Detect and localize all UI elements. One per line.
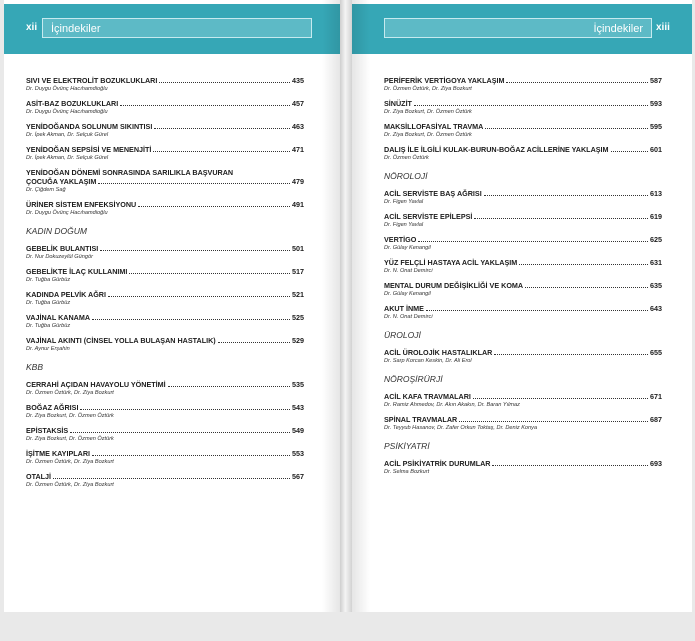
- entry-title-line: [384, 281, 662, 290]
- toc-entry[interactable]: [384, 459, 662, 476]
- entry-page-number: 521: [292, 290, 304, 299]
- entry-title-line: [384, 235, 662, 244]
- dot-leader: [506, 82, 648, 83]
- entry-title-line: [26, 426, 304, 435]
- entry-page-number: 543: [292, 403, 304, 412]
- entry-title-line: [26, 76, 304, 85]
- toc-entry[interactable]: [384, 212, 662, 229]
- toc-entry[interactable]: [26, 76, 304, 93]
- entry-title: VAJİNAL AKINTI (CİNSEL YOLLA BULAŞAN HASTALIK): [26, 336, 216, 345]
- entry-title-line1: YENİDOĞAN DÖNEMİ SONRASINDA SARILIKLA BAŞVURAN: [26, 168, 234, 177]
- entry-title-line: [384, 99, 662, 108]
- entry-authors: Dr. Çiğdem Sağ: [26, 187, 66, 193]
- entry-authors: Dr. Figen Yavlal: [384, 222, 424, 228]
- toc-entry[interactable]: [384, 122, 662, 139]
- dot-leader: [92, 455, 290, 456]
- book-spine: [340, 0, 352, 612]
- dot-leader: [98, 183, 290, 184]
- right-header-band: [352, 4, 692, 54]
- entry-authors: Dr. İpek Akman, Dr. Selçuk Gürel: [26, 155, 109, 161]
- entry-page-number: 525: [292, 313, 304, 322]
- dot-leader: [108, 296, 290, 297]
- entry-title-line: [26, 244, 304, 253]
- dot-leader: [168, 386, 290, 387]
- toc-entry[interactable]: [26, 99, 304, 116]
- entry-page-number: 471: [292, 145, 304, 154]
- entry-title-line: [26, 380, 304, 389]
- dot-leader: [519, 264, 648, 265]
- entry-authors: Dr. N. Onat Demirci: [384, 314, 433, 320]
- entry-title: VAJİNAL KANAMA: [26, 313, 91, 322]
- dot-leader: [53, 478, 290, 479]
- toc-entry[interactable]: [26, 336, 304, 353]
- entry-title: AKUT İNME: [384, 304, 424, 313]
- entry-title: İŞİTME KAYIPLARI: [26, 449, 91, 458]
- entry-authors: Dr. Ziya Bozkurt, Dr. Özmen Öztürk: [26, 413, 114, 419]
- entry-authors: Dr. Ziya Bozkurt, Dr. Özmen Öztürk: [26, 436, 114, 442]
- toc-entry[interactable]: [384, 258, 662, 275]
- dot-leader: [484, 195, 648, 196]
- entry-page-number: 643: [650, 304, 662, 313]
- entry-title: YENİDOĞAN SEPSİSİ VE MENENJİTİ: [26, 145, 152, 154]
- dot-leader: [473, 398, 648, 399]
- entry-page-number: 535: [292, 380, 304, 389]
- dot-leader: [129, 273, 290, 274]
- left-gutter-shadow: [322, 0, 340, 612]
- entry-title: ACİL PSİKİYATRİK DURUMLAR: [384, 459, 491, 468]
- dot-leader: [92, 319, 290, 320]
- entry-authors: Dr. N. Onat Demirci: [384, 268, 433, 274]
- dot-leader: [100, 250, 290, 251]
- entry-authors: Dr. Özmen Öztürk, Dr. Ziya Bozkurt: [384, 86, 472, 92]
- entry-title: ACİL ÜROLOJİK HASTALIKLAR: [384, 348, 493, 357]
- entry-title: OTALJİ: [26, 472, 52, 481]
- entry-title-line: [384, 189, 662, 198]
- entry-title-line: [26, 313, 304, 322]
- entry-title-line: [384, 459, 662, 468]
- entry-page-number: 601: [650, 145, 662, 154]
- left-header-title: İçindekiler: [42, 18, 312, 38]
- entry-title: ÜRİNER SİSTEM ENFEKSİYONU: [26, 200, 137, 209]
- right-toc: [384, 76, 662, 482]
- section-heading: PSİKİYATRİ: [384, 441, 430, 451]
- entry-authors: Dr. Tuğba Gürbüz: [26, 300, 71, 306]
- entry-title: PERİFERİK VERTİGOYA YAKLAŞIM: [384, 76, 505, 85]
- entry-title: KADINDA PELVİK AĞRI: [26, 290, 106, 299]
- entry-title-line: [26, 472, 304, 481]
- entry-page-number: 655: [650, 348, 662, 357]
- toc-entry[interactable]: [26, 403, 304, 420]
- entry-authors: Dr. Aynur Erşahin: [26, 346, 70, 352]
- entry-title-line: [26, 290, 304, 299]
- toc-entry[interactable]: [26, 145, 304, 162]
- section-heading: KADIN DOĞUM: [26, 226, 87, 236]
- section-heading: NÖROŞİRÜRJİ: [384, 374, 443, 384]
- toc-entry[interactable]: [384, 392, 662, 409]
- entry-page-number: 517: [292, 267, 304, 276]
- entry-title: ACİL SERVİSTE BAŞ AĞRISI: [384, 189, 482, 198]
- entry-page-number: 619: [650, 212, 662, 221]
- entry-authors: Dr. Duygu Övünç Hacıhamdioğlu: [26, 86, 108, 92]
- entry-authors: Dr. Ziya Bozkurt, Dr. Özmen Öztürk: [384, 109, 472, 115]
- left-header-band: [4, 4, 340, 54]
- entry-page-number: 587: [650, 76, 662, 85]
- section-heading: KBB: [26, 362, 44, 372]
- entry-page-number: 529: [292, 336, 304, 345]
- entry-page-number: 479: [292, 177, 304, 186]
- dot-leader: [218, 342, 290, 343]
- entry-page-number: 463: [292, 122, 304, 131]
- dot-leader: [80, 409, 290, 410]
- toc-entry[interactable]: [384, 281, 662, 298]
- entry-title: ACİL KAFA TRAVMALARI: [384, 392, 471, 401]
- entry-page-number: 553: [292, 449, 304, 458]
- entry-title-line: [384, 304, 662, 313]
- entry-title: ASİT-BAZ BOZUKLUKLARI: [26, 99, 119, 108]
- entry-authors: Dr. Özmen Öztürk, Dr. Ziya Bozkurt: [26, 482, 114, 488]
- entry-authors: Dr. Teyyub Hasanov, Dr. Zafer Orkun Toktaş, Dr. Deniz Konya: [384, 425, 538, 431]
- entry-title: GEBELİKTE İLAÇ KULLANIMI: [26, 267, 128, 276]
- entry-page-number: 501: [292, 244, 304, 253]
- dot-leader: [154, 128, 290, 129]
- dot-leader: [159, 82, 290, 83]
- toc-entry[interactable]: [26, 122, 304, 139]
- dot-leader: [474, 218, 648, 219]
- entry-authors: Dr. Tuğba Gürbüz: [26, 277, 71, 283]
- toc-entry[interactable]: [384, 235, 662, 252]
- entry-title-line: [384, 212, 662, 221]
- entry-authors: Dr. Ziya Bozkurt, Dr. Özmen Öztürk: [384, 132, 472, 138]
- dot-leader: [120, 105, 290, 106]
- entry-page-number: 613: [650, 189, 662, 198]
- entry-title-line: [384, 392, 662, 401]
- right-gutter-shadow: [352, 0, 370, 612]
- toc-entry[interactable]: [384, 99, 662, 116]
- toc-entry[interactable]: [26, 313, 304, 330]
- left-page-number: xii: [26, 22, 38, 33]
- dot-leader: [138, 206, 290, 207]
- entry-title: BOĞAZ AĞRISI: [26, 403, 79, 412]
- entry-title-line: [26, 177, 304, 186]
- entry-authors: Dr. Duygu Övünç Hacıhamdioğlu: [26, 210, 108, 216]
- section-heading: ÜROLOJİ: [384, 330, 421, 340]
- entry-title-line: [384, 76, 662, 85]
- entry-title-line: [384, 122, 662, 131]
- right-header-title: İçindekiler: [384, 18, 652, 38]
- entry-authors: Dr. Figen Yavlal: [384, 199, 424, 205]
- entry-title-line: [26, 336, 304, 345]
- entry-title: SIVI VE ELEKTROLİT BOZUKLUKLARI: [26, 76, 158, 85]
- entry-authors: Dr. Sarp Korcan Keskin, Dr. Ali Erol: [384, 358, 472, 364]
- dot-leader: [153, 151, 290, 152]
- toc-entry[interactable]: [384, 304, 662, 321]
- entry-title-line: [26, 200, 304, 209]
- entry-authors: Dr. İpek Akman, Dr. Selçuk Gürel: [26, 132, 109, 138]
- toc-entry[interactable]: [384, 415, 662, 432]
- entry-page-number: 635: [650, 281, 662, 290]
- toc-entry[interactable]: [26, 426, 304, 443]
- entry-title-line: [384, 258, 662, 267]
- entry-authors: Dr. Duygu Övünç Hacıhamdioğlu: [26, 109, 108, 115]
- entry-page-number: 435: [292, 76, 304, 85]
- toc-entry[interactable]: [26, 168, 304, 194]
- dot-leader: [485, 128, 648, 129]
- dot-leader: [492, 465, 648, 466]
- entry-authors: Dr. Ramiz Ahmedov, Dr. Akın Akakın, Dr. Baran Yılmaz: [384, 402, 520, 408]
- entry-title-line: [384, 415, 662, 424]
- toc-entry[interactable]: [26, 200, 304, 217]
- entry-title: SPİNAL TRAVMALAR: [384, 415, 458, 424]
- dot-leader: [414, 105, 648, 106]
- entry-authors: Dr. Tuğba Gürbüz: [26, 323, 71, 329]
- dot-leader: [494, 354, 648, 355]
- entry-title-line: [26, 122, 304, 131]
- section-heading: NÖROLOJİ: [384, 171, 428, 181]
- toc-entry[interactable]: [26, 290, 304, 307]
- toc-entry[interactable]: [26, 380, 304, 397]
- entry-authors: Dr. Özmen Öztürk, Dr. Ziya Bozkurt: [26, 459, 114, 465]
- toc-entry[interactable]: [26, 267, 304, 284]
- entry-page-number: 567: [292, 472, 304, 481]
- entry-title: ÇOCUĞA YAKLAŞIM: [26, 177, 97, 186]
- entry-authors: Dr. Selma Bozkurt: [384, 469, 430, 475]
- entry-title: MAKSİLLOFASİYAL TRAVMA: [384, 122, 484, 131]
- entry-title-line: [26, 145, 304, 154]
- entry-title: ACİL SERVİSTE EPİLEPSİ: [384, 212, 473, 221]
- entry-page-number: 595: [650, 122, 662, 131]
- dot-leader: [611, 151, 648, 152]
- dot-leader: [459, 421, 648, 422]
- toc-entry[interactable]: [26, 244, 304, 261]
- entry-page-number: 687: [650, 415, 662, 424]
- entry-title: GEBELİK BULANTISI: [26, 244, 99, 253]
- dot-leader: [70, 432, 290, 433]
- entry-title: VERTİGO: [384, 235, 417, 244]
- entry-title-line: [26, 99, 304, 108]
- toc-entry[interactable]: [26, 472, 304, 489]
- entry-title-line: [26, 267, 304, 276]
- entry-title-line: [384, 145, 662, 154]
- entry-title: YÜZ FELÇLİ HASTAYA ACİL YAKLAŞIM: [384, 258, 518, 267]
- toc-entry[interactable]: [384, 145, 662, 162]
- dot-leader: [525, 287, 648, 288]
- entry-page-number: 693: [650, 459, 662, 468]
- toc-entry[interactable]: [384, 76, 662, 93]
- toc-entry[interactable]: [26, 449, 304, 466]
- dot-leader: [418, 241, 648, 242]
- left-toc: [26, 76, 304, 495]
- entry-title: CERRAHİ AÇIDAN HAVAYOLU YÖNETİMİ: [26, 380, 166, 389]
- entry-title: DALIŞ İLE İLGİLİ KULAK-BURUN-BOĞAZ ACİLLERİNE YAKLAŞIM: [384, 145, 609, 154]
- entry-authors: Dr. Özmen Öztürk: [384, 155, 429, 161]
- entry-authors: Dr. Gülay Kenangil: [384, 245, 431, 251]
- entry-title-line: [384, 348, 662, 357]
- entry-page-number: 593: [650, 99, 662, 108]
- dot-leader: [426, 310, 648, 311]
- entry-page-number: 549: [292, 426, 304, 435]
- toc-entry[interactable]: [384, 348, 662, 365]
- entry-page-number: 625: [650, 235, 662, 244]
- entry-authors: Dr. Nur Dokuzeylül Güngör: [26, 254, 93, 260]
- entry-page-number: 631: [650, 258, 662, 267]
- right-page: [352, 0, 692, 612]
- entry-authors: Dr. Özmen Öztürk, Dr. Ziya Bozkurt: [26, 390, 114, 396]
- entry-title: SİNÜZİT: [384, 99, 412, 108]
- entry-page-number: 491: [292, 200, 304, 209]
- left-page: [4, 0, 340, 612]
- entry-page-number: 457: [292, 99, 304, 108]
- entry-title-line: [26, 403, 304, 412]
- entry-authors: Dr. Gülay Kenangil: [384, 291, 431, 297]
- toc-entry[interactable]: [384, 189, 662, 206]
- entry-page-number: 671: [650, 392, 662, 401]
- entry-title-line: [26, 449, 304, 458]
- entry-title: YENİDOĞANDA SOLUNUM SIKINTISI: [26, 122, 153, 131]
- entry-title: EPİSTAKSİS: [26, 426, 69, 435]
- right-page-number: xiii: [656, 22, 670, 33]
- entry-title: MENTAL DURUM DEĞİŞİKLİĞİ VE KOMA: [384, 281, 524, 290]
